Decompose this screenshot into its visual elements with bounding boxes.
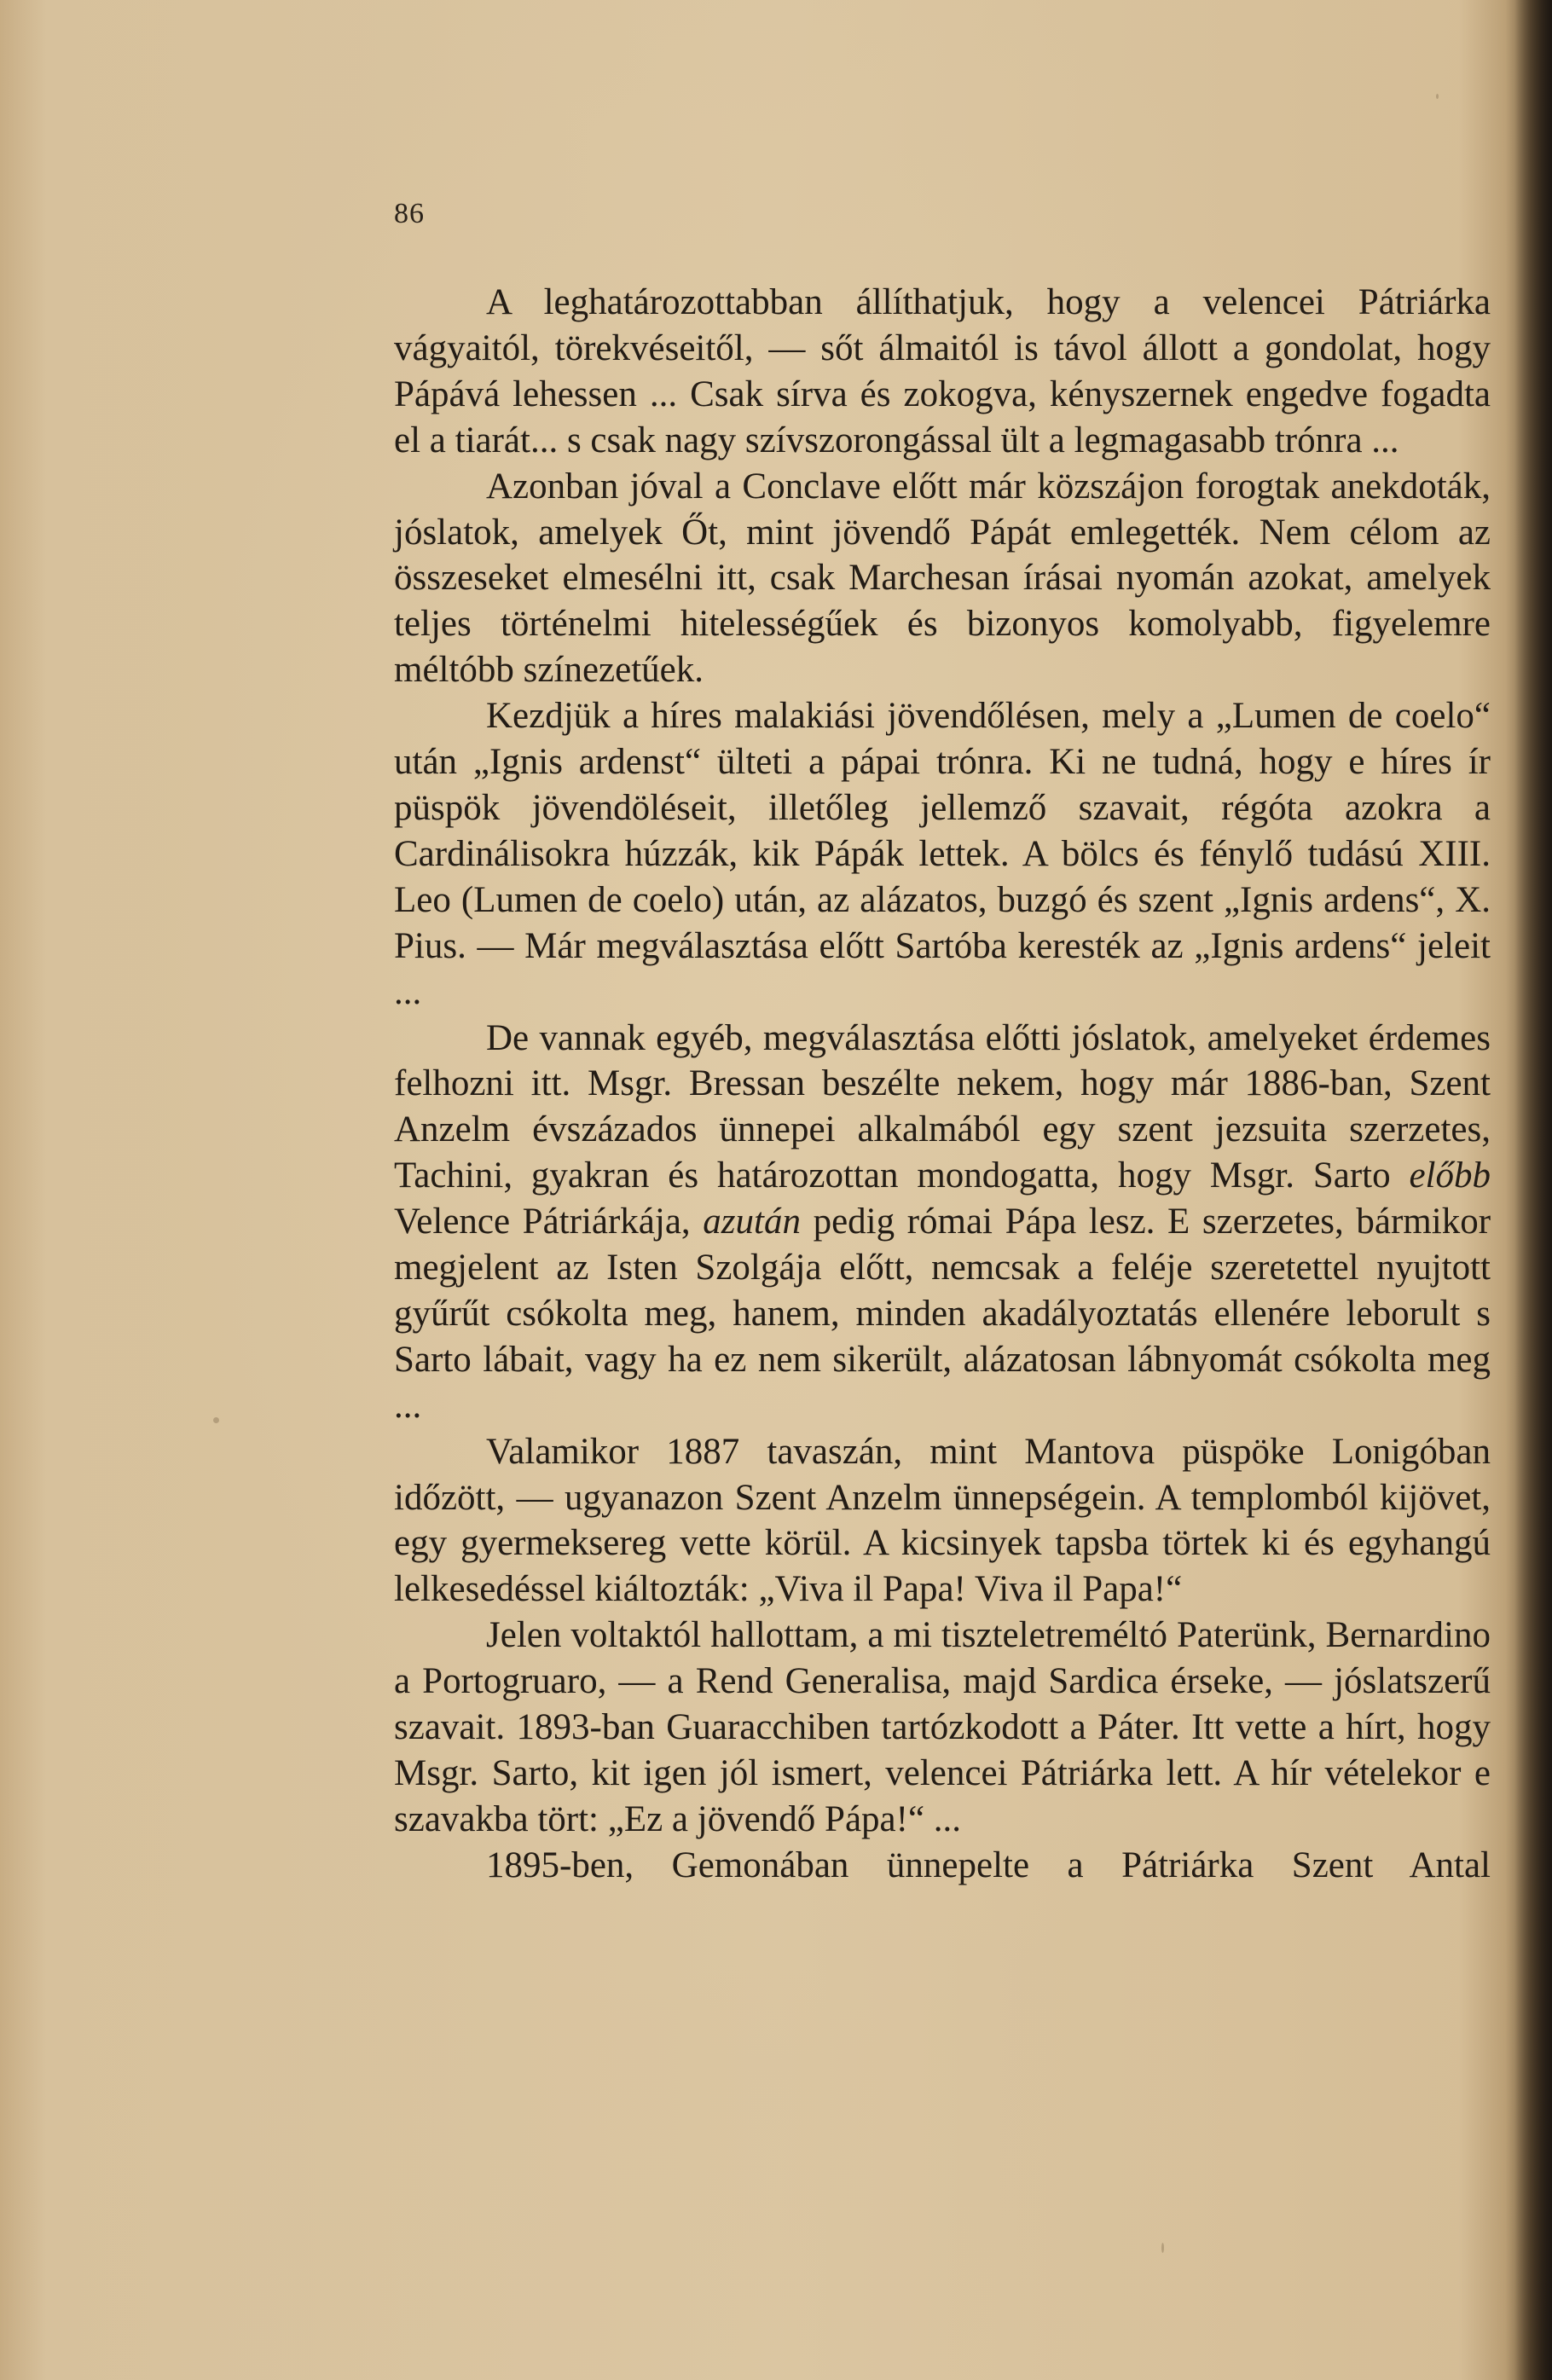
body-text bbox=[394, 280, 1491, 1889]
paragraph: A leghatározottabban állíthatjuk, hogy a velencei Pátriárka vágyaitól, törekvéseitől, — sőt álmaitól is távol állott a gondolat, hogy Pápává lehessen ... Csak sírva és zokogva, kényszernek engedve fogadta el a tiarát... s csak nagy szívszorongással ült a legmagasabb trónra ... bbox=[394, 282, 1491, 460]
paragraph bbox=[394, 1016, 1491, 1429]
paragraph-text: pedig római Pápa lesz. E szerzetes, bármikor megjelent az Isten Szolgája előtt, nemcsak a feléje szeretettel nyujtott gyűrűt csókolta meg, hanem, minden akadályoztatás ellenére leborult s Sarto lábait, vagy ha ez nem sikerült, alázatosan lábnyomát csókolta meg ... bbox=[394, 1202, 1491, 1426]
page-number: 86 bbox=[394, 198, 425, 229]
paragraph: Jelen voltaktól hallottam, a mi tiszteletreméltó Paterünk, Bernardino a Portogruaro, — a Rend Generalisa, majd Sardica érseke, — jóslatszerű szavait. 1893-ban Guaracchiben tartózkodott a Páter. Itt vette a hírt, hogy Msgr. Sarto, kit igen jól ismert, velencei Pátriárka lett. A hír vételekor e szavakba tört: „Ez a jövendő Pápa!“ ... bbox=[394, 1615, 1491, 1839]
paragraph-text: De vannak egyéb, megválasztása előtti jóslatok, amelyeket érdemes felhozni itt. Msgr. Bressan beszélte nekem, hogy már 1886-ban, Szent Anzelm évszázados ünnepei alkalmából egy szent jezsuita szerzetes, Tachini, gyakran és határozottan mondogatta, hogy Msgr. Sarto bbox=[394, 1017, 1491, 1196]
paragraph-continues: 1895-ben, Gemonában ünnepelte a Pátriárka Szent Antal bbox=[486, 1844, 1491, 1885]
paper-speck bbox=[1161, 2243, 1164, 2253]
paragraph: Azonban jóval a Conclave előtt már közszájon forogtak anekdoták, jóslatok, amelyek Őt, mint jövendő Pápát emlegették. Nem célom az összeseket elmesélni itt, csak Marchesan írásai nyomán azokat, amelyek teljes történelmi hitelességűek és bizonyos komolyabb, figyelemre méltóbb színezetűek. bbox=[394, 466, 1491, 691]
paper-speck bbox=[1436, 94, 1439, 99]
binding-shadow bbox=[1514, 0, 1552, 2380]
emphasis-text: előbb bbox=[1409, 1155, 1491, 1196]
paper-speck bbox=[213, 1417, 219, 1423]
paragraph: Kezdjük a híres malakiási jövendőlésen, mely a „Lumen de coelo“ után „Ignis ardenst“ ülteti a pápai trónra. Ki ne tudná, hogy e híres ír püspök jövendöléseit, illetőleg jellemző szavait, régóta azokra a Cardinálisokra húzzák, kik Pápák lettek. A bölcs és fénylő tudású XIII. Leo (Lumen de coelo) után, az alázatos, buzgó és szent „Ignis ardens“, X. Pius. — Már megválasztása előtt Sartóba keresték az „Ignis ardens“ jeleit ... bbox=[394, 696, 1491, 1012]
emphasis-text: azután bbox=[703, 1202, 801, 1242]
paragraph-text: Velence Pátriárkája, bbox=[394, 1202, 704, 1242]
paragraph: Valamikor 1887 tavaszán, mint Mantova püspöke Lonigóban időzött, — ugyanazon Szent Anzelm ünnepségein. A templomból kijövet, egy gyermeksereg vette körül. A kicsinyek tapsba törtek ki és egyhangú lelkesedéssel kiáltozták: „Viva il Papa! Viva il Papa!“ bbox=[394, 1431, 1491, 1610]
